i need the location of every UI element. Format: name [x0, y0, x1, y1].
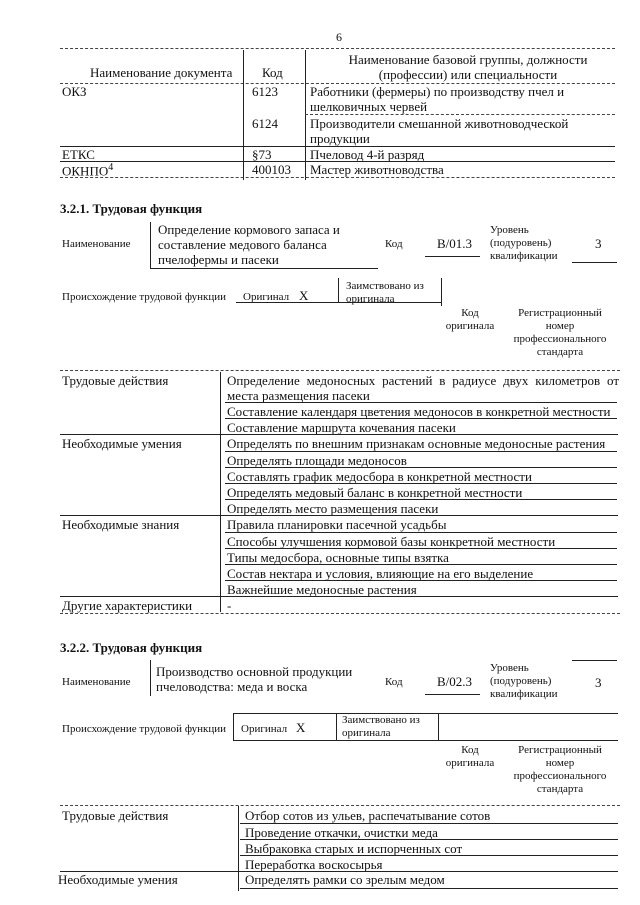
func1-other-label: Другие характеристики: [62, 598, 193, 613]
func2-action-2: Выбраковка старых и испорченных сот: [245, 841, 463, 856]
row-6124-code: 6124: [252, 116, 278, 131]
func1-skills-label: Необходимые умения: [62, 436, 182, 451]
func2-code-value: B/02.3: [437, 674, 473, 689]
func1-knowledge-3: Состав нектара и условия, влияющие на его выделение: [227, 566, 534, 581]
func1-title: 3.2.1. Трудовая функция: [60, 201, 203, 216]
func2-title: 3.2.2. Трудовая функция: [60, 640, 203, 655]
row-etks-doc: ЕТКС: [62, 147, 95, 162]
func1-skill-1: Определять площади медоносов: [227, 453, 407, 468]
func2-level-value: 3: [595, 675, 602, 690]
func2-level-label: Уровень (подуровень) квалификации: [490, 662, 558, 700]
func1-level-label: Уровень (подуровень) квалификации: [490, 224, 558, 262]
func2-name-label: Наименование: [62, 676, 131, 688]
func2-borrowed-label: Заимствовано из оригинала: [342, 714, 420, 739]
row-okpno-code: 400103: [252, 162, 291, 177]
func1-knowledge-4: Важнейшие медоносные растения: [227, 582, 417, 597]
func2-original-mark: X: [296, 720, 306, 735]
row-etks-code: §73: [252, 147, 272, 162]
func1-action-1: Составление календаря цветения медоносов в конкретной местности: [227, 404, 611, 419]
func2-action-0: Отбор сотов из ульев, распечатывание сотов: [245, 808, 491, 823]
func1-code-label: Код: [385, 238, 403, 250]
row-okz-name: Работники (фермеры) по производству пчел и шелковичных червей: [310, 84, 565, 114]
func1-name-value: Определение кормового запаса и составление медового баланса пчелофермы и пасеки: [158, 222, 340, 267]
func1-original-mark: X: [299, 288, 309, 303]
func1-code-value: B/01.3: [437, 236, 473, 251]
func2-skill-0: Определять рамки со зрелым медом: [245, 872, 445, 887]
func1-origin-label: Происхождение трудовой функции: [62, 291, 227, 303]
func1-actions-label: Трудовые действия: [62, 373, 169, 388]
func2-actions-label: Трудовые действия: [62, 808, 169, 823]
func2-action-1: Проведение откачки, очистки меда: [245, 825, 438, 840]
func2-original-label: Оригинал: [241, 723, 288, 735]
func1-code-original: Код оригинала: [445, 307, 495, 332]
page-number: 6: [336, 30, 342, 44]
func2-origin-label: Происхождение трудовой функции: [62, 723, 227, 735]
func1-skill-0: Определять по внешним признакам основные медоносные растения: [227, 436, 606, 451]
row-okz-doc: ОКЗ: [62, 84, 87, 99]
func1-borrowed-label: Заимствовано из оригинала: [346, 280, 424, 305]
func2-code-original: Код оригинала: [445, 744, 495, 769]
func1-action-2: Составление маршрута кочевания пасеки: [227, 420, 456, 435]
func1-other-0: -: [227, 598, 232, 613]
func2-code-label: Код: [385, 676, 403, 688]
func1-knowledge-1: Способы улучшения кормовой базы конкретной местности: [227, 534, 556, 549]
row-etks-name: Пчеловод 4-й разряд: [310, 147, 425, 162]
header-code: Код: [262, 65, 283, 80]
func1-skill-2: Составлять график медосбора в конкретной местности: [227, 469, 532, 484]
row-okpno-name: Мастер животноводства: [310, 162, 444, 177]
func1-original-label: Оригинал: [243, 291, 290, 303]
func1-skill-4: Определять место размещения пасеки: [227, 501, 439, 516]
func2-skills-label: Необходимые умения: [58, 872, 178, 887]
header-name: Наименование базовой группы, должности (профессии) или специальности: [348, 52, 588, 82]
row-6124-name: Производители смешанной животноводческой продукции: [310, 116, 569, 146]
func1-skill-3: Определять медовый баланс в конкретной местности: [227, 485, 523, 500]
row-okpno-doc: ОКНПО$^4$: [62, 162, 114, 179]
func1-knowledge-2: Типы медосбора, основные типы взятка: [227, 550, 449, 565]
func2-reg-number: Регистрационный номер профессионального стандарта: [513, 744, 607, 795]
func1-level-value: 3: [595, 236, 602, 251]
func1-action-0: Определение медоносных растений в радиусе двух километров от места размещения пасеки: [227, 373, 619, 403]
func1-reg-number: Регистрационный номер профессионального стандарта: [513, 307, 607, 358]
header-doc: Наименование документа: [90, 65, 233, 80]
func1-knowledge-0: Правила планировки пасечной усадьбы: [227, 517, 447, 532]
row-okz-code: 6123: [252, 84, 278, 99]
func2-action-3: Переработка воскосырья: [245, 857, 383, 872]
func2-name-value: Производство основной продукции пчеловодства: меда и воска: [156, 664, 353, 694]
func1-name-label: Наименование: [62, 238, 131, 250]
func1-knowledge-label: Необходимые знания: [62, 517, 180, 532]
